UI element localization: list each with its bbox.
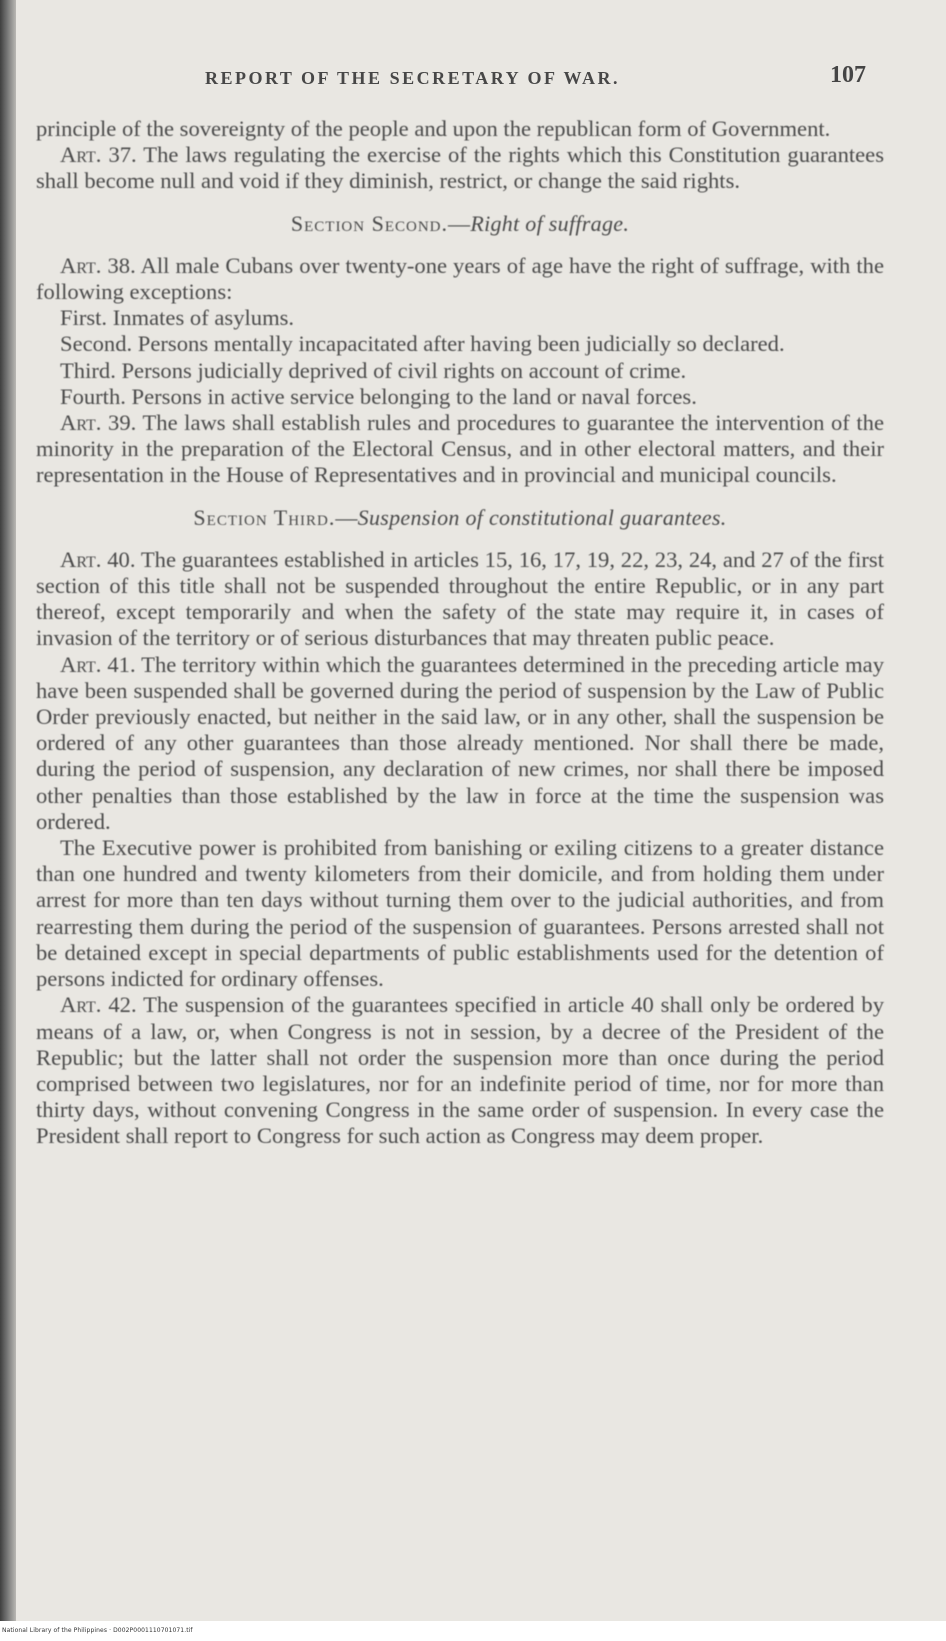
section-second-heading	[36, 211, 884, 237]
exception-fourth: Fourth. Persons in active service belonging to the land or naval forces.	[60, 383, 697, 409]
body-text	[36, 116, 884, 1150]
running-head: REPORT OF THE SECRETARY OF WAR.	[205, 68, 620, 88]
exception-third: Third. Persons judicially deprived of civil rights on account of crime.	[60, 357, 687, 383]
footer-credit: National Library of the Philippines · D002P0001110701071.tif	[2, 1627, 193, 1634]
article-37-text: The laws regulating the exercise of the rights which this Constitution guarantees shall become null and void if they diminish, restrict, or change the said rights.	[36, 142, 884, 194]
page-header	[0, 62, 946, 96]
bottom-margin-strip	[0, 1621, 946, 1641]
page-binding-shadow	[0, 0, 16, 1641]
article-42-label: Art. 42.	[60, 992, 137, 1018]
article-41-text: The territory within which the guarantees determined in the preceding article may have been suspended shall be governed during the period of suspension by the Law of Public Order previously enacted, but neither in the said law, or in any other, shall the suspension be ordered of any other guarantees than those already mentioned. Nor shall there be made, during the period of suspension, any declaration of new crimes, nor shall there be imposed other penalties than those established by the law in force at the time the suspension was ordered.	[36, 651, 884, 834]
article-41	[36, 652, 884, 835]
article-42	[36, 992, 884, 1149]
section-third-label: Section Third.	[193, 504, 336, 530]
exception-second: Second. Persons mentally incapacitated after having been judicially so declared.	[60, 331, 785, 357]
exception-first: First. Inmates of asylums.	[60, 305, 295, 331]
article-38-text: All male Cubans over twenty-one years of age have the right of suffrage, with the following exceptions:	[36, 252, 884, 305]
section-third-title: Suspension of constitutional guarantees.	[357, 504, 727, 530]
article-42-text: The suspension of the guarantees specified in article 40 shall only be ordered by means of a law, or, when Congress is not in session, by a decree of the President of the Republic; but the latter shall not order the suspension more than once during the period comprised between two legislatures, nor for an indefinite period of time, nor for more than thirty days, without convening Congress in the same order of suspension. In every case the President shall report to Congress for such action as Congress may deem proper.	[36, 992, 884, 1149]
article-39-text: The laws shall establish rules and procedures to guarantee the intervention of the minority in the preparation of the Electoral Census, and in other electoral matters, and their representation in the House of Representatives and in provincial and municipal councils.	[36, 410, 884, 488]
paragraph-intro: principle of the sovereignty of the people and upon the republican form of Government.	[36, 116, 831, 141]
page-number: 107	[830, 62, 866, 88]
article-39	[36, 410, 884, 489]
article-41-label: Art. 41.	[60, 651, 136, 677]
article-40-label: Art. 40.	[60, 546, 136, 572]
article-38	[36, 253, 884, 305]
article-38-label: Art. 38.	[60, 252, 136, 278]
section-second-title: Right of suffrage.	[470, 210, 630, 236]
article-37	[36, 142, 884, 194]
section-third-heading	[36, 505, 884, 531]
article-39-label: Art. 39.	[60, 410, 137, 436]
section-second-dash: —	[448, 210, 471, 236]
article-40	[36, 547, 884, 652]
section-third-dash: —	[335, 504, 358, 530]
article-37-label: Art. 37.	[60, 142, 137, 168]
section-second-label: Section Second.	[290, 210, 449, 236]
article-40-text: The guarantees established in articles 15, 16, 17, 19, 22, 23, 24, and 27 of the first section of this title shall not be suspended throughout the entire Republic, or in any part thereof, except temporarily and when the safety of the state may require it, in cases of invasion of the territory or of serious disturbances that may threaten public peace.	[36, 546, 884, 651]
paragraph-executive-power: The Executive power is prohibited from banishing or exiling citizens to a greater distance than one hundred and twenty kilometers from their domicile, and from holding them under arrest for more than ten days without turning them over to the judicial authorities, and from rearresting them during the period of the suspension of guarantees. Persons arrested shall not be detained except in special departments of public establishments used for the detention of persons indicted for ordinary offenses.	[36, 835, 884, 992]
